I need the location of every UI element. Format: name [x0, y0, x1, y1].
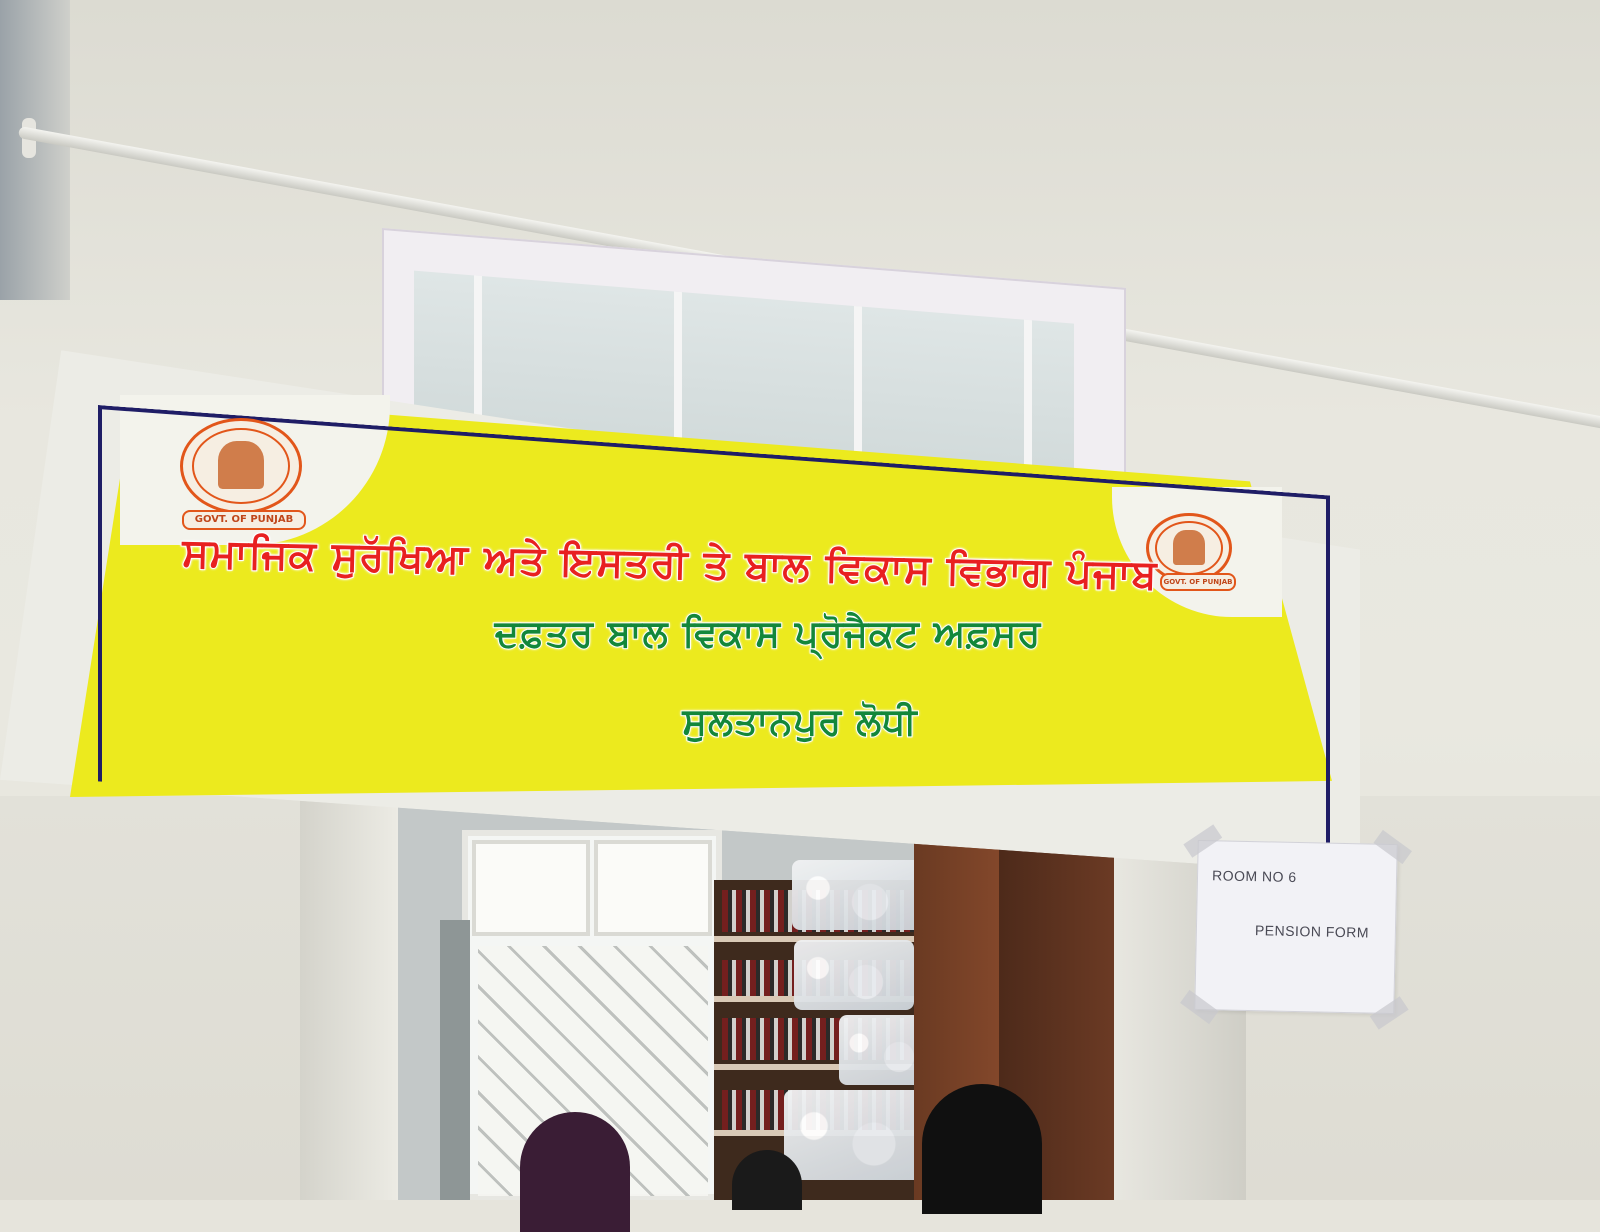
- person-headscarf: [520, 1112, 630, 1232]
- emblem-caption: GOVT. OF PUNJAB: [182, 510, 306, 530]
- emblem-caption: GOVT. OF PUNJAB: [1160, 573, 1236, 591]
- department-title: ਸਮਾਜਿਕ ਸੁਰੱਖਿਆ ਅਤੇ ਇਸਤਰੀ ਤੇ ਬਾਲ ਵਿਕਾਸ ਵਿਭਾਗ ਪੰਜਾਬ: [181, 530, 1159, 599]
- pension-form-text: PENSION FORM: [1254, 922, 1370, 941]
- person-headscarf: [922, 1084, 1042, 1214]
- room-number-text: ROOM NO 6: [1211, 867, 1297, 886]
- medicine-packets: [792, 860, 922, 930]
- govt-emblem-icon: [180, 418, 302, 514]
- door-frame-left: [300, 796, 398, 1200]
- office-title: ਦਫ਼ਤਰ ਬਾਲ ਵਿਕਾਸ ਪ੍ਰੋਜੈਕਟ ਅਫ਼ਸਰ: [494, 612, 1042, 655]
- room-notice-paper: [1194, 840, 1398, 1014]
- medicine-packets: [784, 1090, 934, 1180]
- lion-capital-icon: [218, 441, 264, 490]
- medicine-packets: [794, 940, 914, 1010]
- window-pane: [594, 840, 712, 936]
- interior-door-post: [440, 920, 470, 1200]
- window-pane: [472, 840, 590, 936]
- location-title: ਸੁਲਤਾਨਪੁਰ ਲੋਧੀ: [682, 700, 918, 743]
